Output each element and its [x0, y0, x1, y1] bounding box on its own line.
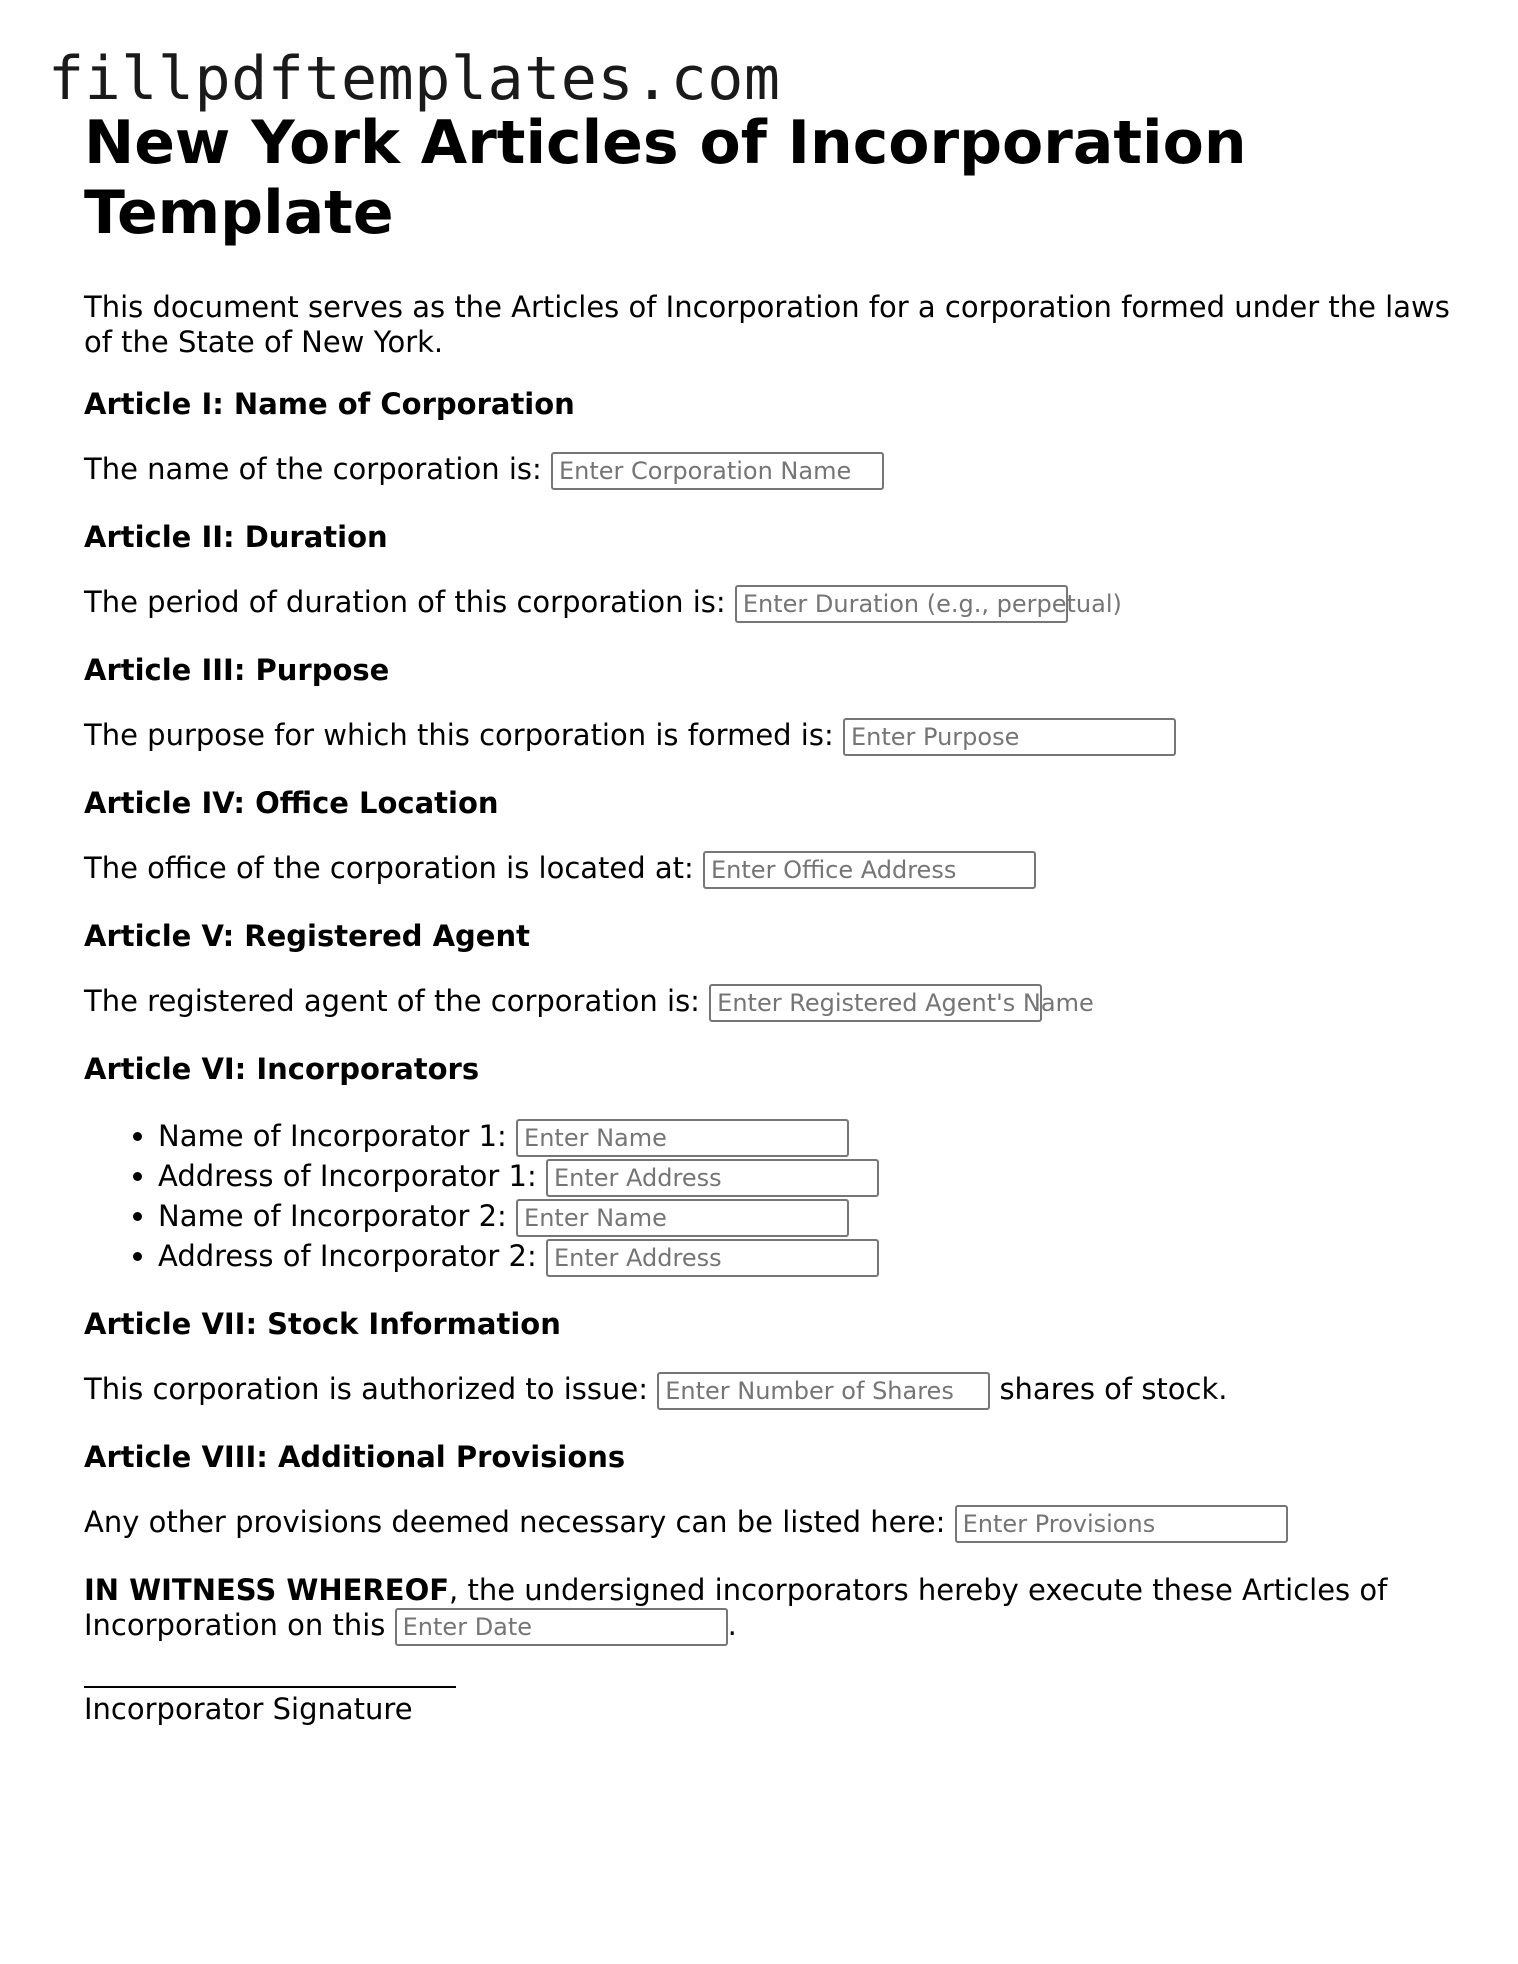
document-body: [84, 108, 1454, 1727]
article-incorporators-heading: Article VI: Incorporators: [84, 1052, 480, 1086]
intro-paragraph: This document serves as the Articles of Incorporation for a corporation formed under the laws of the State of New York.: [84, 290, 1450, 359]
article-office-line: [84, 851, 1454, 889]
site-watermark: fillpdftemplates.com: [48, 44, 781, 114]
article-purpose-heading: Article III: Purpose: [84, 653, 390, 687]
article-duration-label: The period of duration of this corporation is:: [84, 585, 726, 619]
witness-end: .: [727, 1608, 737, 1642]
article-provisions-label: Any other provisions deemed necessary can be listed here:: [84, 1505, 946, 1539]
duration-field[interactable]: Enter Duration (e.g., perpetual): [735, 585, 1068, 623]
article-office-heading: Article IV: Office Location: [84, 786, 499, 820]
signature-label: Incorporator Signature: [84, 1692, 413, 1726]
list-item: [158, 1117, 1454, 1157]
article-agent-heading: Article V: Registered Agent: [84, 919, 530, 953]
article-agent-line: [84, 984, 1454, 1022]
shares-field[interactable]: Enter Number of Shares: [657, 1372, 990, 1410]
article-stock-line: [84, 1372, 1454, 1410]
witness-bold: IN WITNESS WHEREOF: [84, 1573, 450, 1607]
article-provisions-heading: Article VIII: Additional Provisions: [84, 1440, 626, 1474]
signature-block: [84, 1686, 1454, 1727]
list-item: [158, 1237, 1454, 1277]
article-duration-heading: Article II: Duration: [84, 520, 388, 554]
page-title: New York Articles of Incorporation Template: [84, 108, 1247, 248]
witness-paragraph: [84, 1573, 1454, 1646]
incorporator-1-address-field[interactable]: Enter Address: [546, 1159, 879, 1197]
article-stock-heading: Article VII: Stock Information: [84, 1307, 561, 1341]
list-item: [158, 1197, 1454, 1237]
incorporator-2-address-field[interactable]: Enter Address: [546, 1239, 879, 1277]
list-item: [158, 1157, 1454, 1197]
article-agent-label: The registered agent of the corporation is:: [84, 984, 700, 1018]
incorporator-1-address-label: Address of Incorporator 1:: [158, 1159, 537, 1193]
date-field[interactable]: Enter Date: [395, 1608, 728, 1646]
corporation-name-field[interactable]: Enter Corporation Name: [551, 452, 884, 490]
incorporator-1-name-label: Name of Incorporator 1:: [158, 1119, 507, 1153]
incorporator-2-address-label: Address of Incorporator 2:: [158, 1239, 537, 1273]
incorporators-list: [84, 1117, 1454, 1277]
provisions-field[interactable]: Enter Provisions: [955, 1505, 1288, 1543]
witness-text: , the undersigned incorporators hereby execute these Articles of Incorporation on this: [84, 1573, 1388, 1642]
incorporator-1-name-field[interactable]: Enter Name: [516, 1119, 849, 1157]
article-purpose-label: The purpose for which this corporation is formed is:: [84, 718, 834, 752]
article-stock-label: This corporation is authorized to issue:: [84, 1372, 648, 1406]
incorporator-2-name-field[interactable]: Enter Name: [516, 1199, 849, 1237]
article-name-line: [84, 452, 1454, 490]
article-duration-line: [84, 585, 1454, 623]
article-purpose-line: [84, 718, 1454, 756]
article-name-heading: Article I: Name of Corporation: [84, 387, 575, 421]
incorporator-2-name-label: Name of Incorporator 2:: [158, 1199, 507, 1233]
article-stock-suffix: shares of stock.: [999, 1372, 1228, 1406]
registered-agent-field[interactable]: Enter Registered Agent's Name: [709, 984, 1042, 1022]
article-provisions-line: [84, 1505, 1454, 1543]
office-address-field[interactable]: Enter Office Address: [703, 851, 1036, 889]
purpose-field[interactable]: Enter Purpose: [843, 718, 1176, 756]
article-office-label: The office of the corporation is located at:: [84, 851, 694, 885]
article-name-label: The name of the corporation is:: [84, 452, 542, 486]
signature-line[interactable]: [84, 1686, 456, 1688]
